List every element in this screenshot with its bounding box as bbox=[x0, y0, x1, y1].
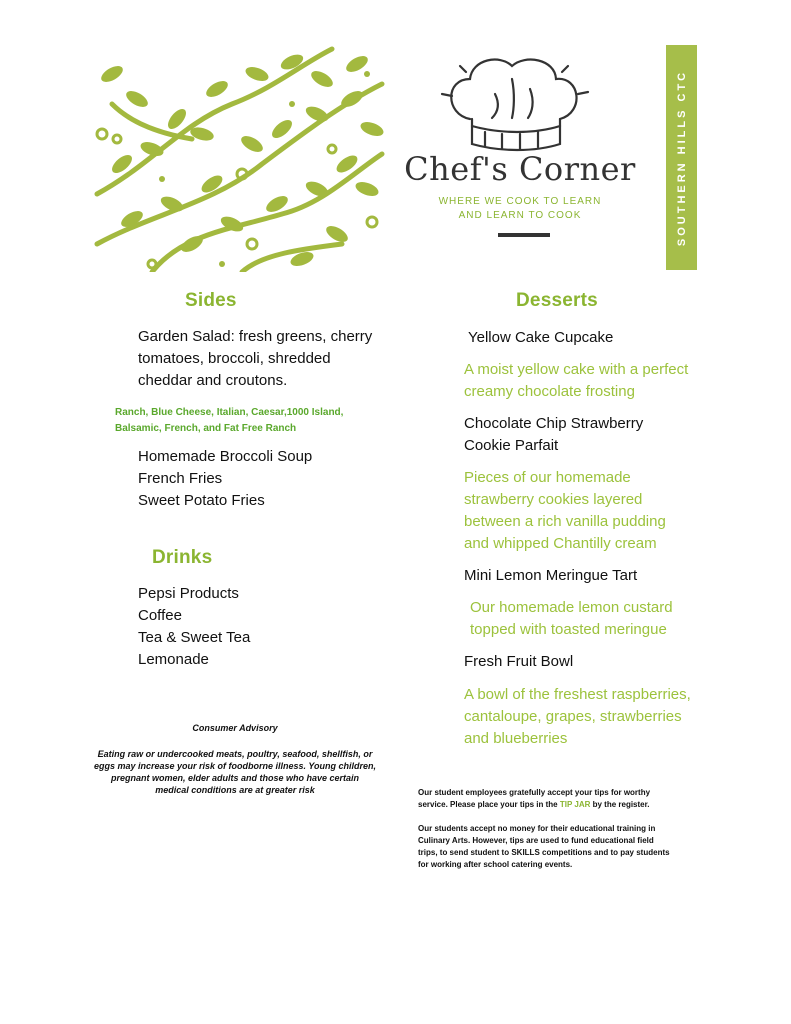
dressing-line: Ranch, Blue Cheese, Italian, Caesar,1000 Island, bbox=[115, 407, 344, 418]
tart-desc bbox=[470, 597, 673, 641]
desc-line: cantaloupe, grapes, strawberries bbox=[464, 708, 682, 725]
list-item: Homemade Broccoli Soup bbox=[138, 448, 313, 465]
tip-jar-label: TIP JAR bbox=[559, 800, 591, 809]
tips-text: service. Please place your tips in the bbox=[418, 800, 560, 809]
desc-line: between a rich vanilla pudding bbox=[464, 513, 666, 530]
dressing-line: Balsamic, French, and Fat Free Ranch bbox=[115, 423, 297, 434]
drinks-heading: Drinks bbox=[152, 547, 213, 568]
parfait-name bbox=[464, 413, 643, 457]
salad-line: cheddar and croutons. bbox=[138, 372, 288, 389]
advisory-line: eggs may increase your risk of foodborne illness. Young children, bbox=[93, 761, 377, 771]
name-line: Chocolate Chip Strawberry bbox=[464, 415, 644, 432]
fruit-name: Fresh Fruit Bowl bbox=[464, 653, 574, 670]
advisory-title: Consumer Advisory bbox=[192, 723, 278, 733]
vine-decoration bbox=[92, 44, 388, 272]
salad-line: Garden Salad: fresh greens, cherry bbox=[138, 328, 373, 345]
advisory-line: pregnant women, elder adults and those who have certain bbox=[110, 773, 360, 783]
fruit-desc bbox=[464, 684, 691, 750]
salad-item bbox=[138, 326, 372, 392]
salad-line: tomatoes, broccoli, shredded bbox=[138, 350, 331, 367]
list-item: Lemonade bbox=[138, 651, 209, 668]
side-banner-text: SOUTHERN HILLS CTC bbox=[675, 69, 688, 246]
desc-line: A bowl of the freshest raspberries, bbox=[464, 686, 691, 703]
list-item: Tea & Sweet Tea bbox=[138, 629, 251, 646]
list-item: Sweet Potato Fries bbox=[138, 492, 265, 509]
cupcake-desc bbox=[464, 359, 688, 403]
tagline-line-2: AND LEARN TO COOK bbox=[458, 210, 582, 221]
desc-line: and blueberries bbox=[464, 730, 568, 747]
tips-line: Culinary Arts. However, tips are used to fund educational field bbox=[418, 836, 654, 845]
tips-line: for working after school catering events. bbox=[418, 860, 573, 869]
consumer-advisory bbox=[90, 722, 380, 796]
tart-name: Mini Lemon Meringue Tart bbox=[464, 567, 638, 584]
advisory-line: Eating raw or undercooked meats, poultry, seafood, shellfish, or bbox=[97, 749, 373, 759]
tips-line: trips, to send student to SKILLS competitions and to pay students bbox=[418, 848, 670, 857]
list-item: Coffee bbox=[138, 607, 182, 624]
tagline-line-1: WHERE WE COOK TO LEARN bbox=[438, 196, 602, 207]
desc-line: Our homemade lemon custard bbox=[470, 599, 673, 616]
sides-list bbox=[138, 446, 312, 512]
desc-line: A moist yellow cake with a perfect bbox=[464, 361, 689, 378]
tips-line bbox=[418, 799, 718, 811]
sides-heading: Sides bbox=[185, 290, 237, 311]
list-item: Pepsi Products bbox=[138, 585, 239, 602]
desc-line: creamy chocolate frosting bbox=[464, 383, 635, 400]
parfait-desc bbox=[464, 467, 666, 555]
advisory-line: medical conditions are at greater risk bbox=[155, 785, 315, 795]
desc-line: and whipped Chantilly cream bbox=[464, 535, 657, 552]
tips-text: by the register. bbox=[590, 800, 650, 809]
title-underline bbox=[498, 233, 550, 237]
page-title: Chef's Corner bbox=[404, 150, 636, 188]
desc-line: Pieces of our homemade bbox=[464, 469, 631, 486]
name-line: Cookie Parfait bbox=[464, 437, 559, 454]
desserts-heading: Desserts bbox=[516, 290, 598, 311]
dressing-list bbox=[115, 405, 343, 437]
tips-line: Our student employees gratefully accept your tips for worthy bbox=[418, 788, 651, 797]
tips-line: Our students accept no money for their educational training in bbox=[418, 824, 656, 833]
drinks-list bbox=[138, 583, 250, 671]
desc-line: topped with toasted meringue bbox=[470, 621, 667, 638]
desc-line: strawberry cookies layered bbox=[464, 491, 643, 508]
side-banner bbox=[666, 45, 697, 270]
cupcake-name: Yellow Cake Cupcake bbox=[468, 329, 614, 346]
chef-hat-icon bbox=[440, 54, 590, 154]
tips-notice bbox=[418, 787, 718, 871]
list-item: French Fries bbox=[138, 470, 223, 487]
